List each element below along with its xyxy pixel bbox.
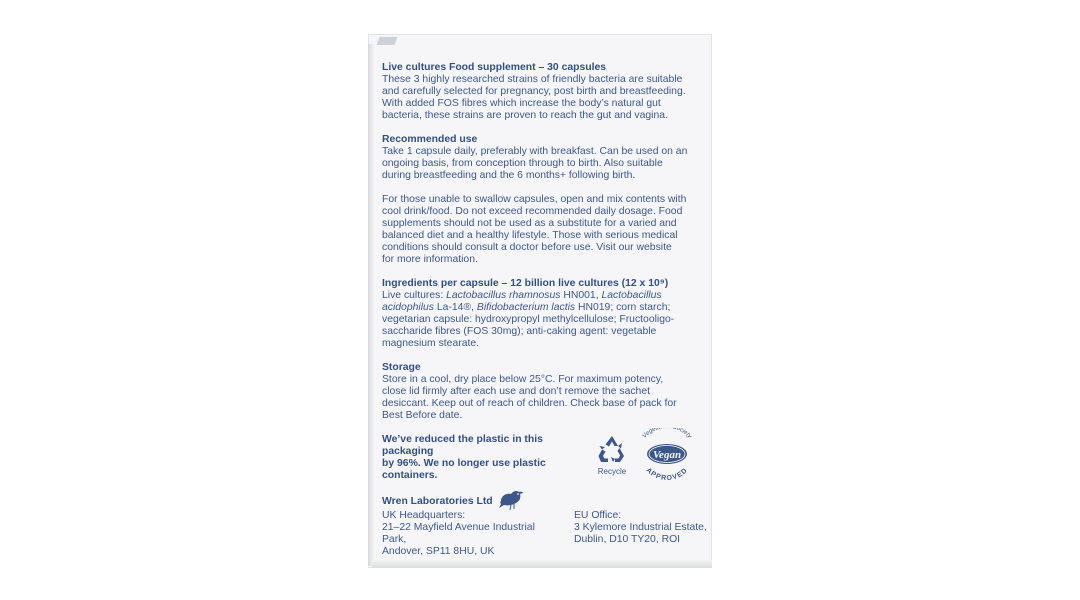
- uk-address-line: 21–22 Mayfield Avenue Industrial Park,: [382, 522, 535, 545]
- svg-text:APPROVED: [645, 467, 690, 480]
- storage-line: close lid firmly after each use and don’t remove the sachet: [382, 386, 650, 397]
- ingredients-title: Ingredients per capsule – 12 billion live cultures (12 x 10⁹): [382, 278, 669, 289]
- caution-line: cool drink/food. Do not exceed recommended daily dosage. Food: [382, 206, 683, 217]
- plastic-line: by 96%. We no longer use plastic containers.: [382, 458, 546, 481]
- ingredients-strain: Bifidobacterium lactis: [476, 302, 576, 313]
- caution-line: supplements should not be used as a substitute for a varied and: [382, 218, 677, 229]
- caution-section: [382, 194, 704, 266]
- svg-text:Vegetarian Society: [642, 428, 693, 440]
- uk-headquarters-address: [382, 510, 562, 558]
- intro-line: bacteria, these strains are proven to reach the gut and vagina.: [382, 110, 668, 121]
- ingredients-text: La-14®,: [434, 302, 477, 313]
- ingredients-strain: acidophilus: [382, 302, 434, 313]
- intro-line: These 3 highly researched strains of friendly bacteria are suitable: [382, 74, 683, 85]
- ingredients-text: HN019; corn starch;: [575, 302, 671, 313]
- recommended-use-section: [382, 134, 704, 182]
- recycle-icon: [596, 434, 628, 464]
- storage-line: desiccant. Keep out of reach of children. Check base of pack for: [382, 398, 677, 409]
- ingredients-line: magnesium stearate.: [382, 338, 480, 349]
- intro-line: With added FOS fibres which increase the body’s natural gut: [382, 98, 661, 109]
- ingredients-line: [382, 290, 704, 302]
- recommended-use-title: Recommended use: [382, 134, 478, 145]
- recycle-label: Recycle: [597, 467, 627, 476]
- vegan-trademark-logo: [634, 428, 700, 480]
- vegan-bottom-text: APPROVED: [644, 466, 690, 480]
- recycle-badge: [595, 434, 629, 478]
- plastic-line: We’ve reduced the plastic in this packaging: [382, 434, 543, 457]
- label-text: [382, 62, 707, 566]
- vegan-word: Vegan: [652, 449, 682, 461]
- storage-line: Best Before date.: [382, 410, 463, 421]
- storage-line: Store in a cool, dry place below 25°C. For maximum potency,: [382, 374, 664, 385]
- intro-title: Live cultures Food supplement – 30 capsules: [382, 62, 607, 73]
- company-name: Wren Laboratories Ltd: [382, 496, 493, 507]
- recommended-use-line: ongoing basis, from conception through to birth. Also suitable: [382, 158, 663, 169]
- ingredients-section: [382, 278, 704, 350]
- caution-line: conditions should consult a doctor before use. Visit our website: [382, 242, 672, 253]
- eu-office-address: [574, 510, 754, 546]
- eu-office-title: EU Office:: [574, 510, 622, 521]
- vegan-approved-badge: [634, 428, 700, 484]
- ingredients-text: Live cultures:: [382, 290, 447, 301]
- ingredients-strain: Lactobacillus: [601, 290, 662, 301]
- storage-section: [382, 362, 704, 422]
- intro-section: [382, 62, 704, 122]
- storage-title: Storage: [382, 362, 421, 373]
- eu-address-line: Dublin, D10 TY20, ROI: [574, 534, 681, 545]
- plastic-reduction-row: [382, 428, 704, 486]
- uk-address-line: Andover, SP11 8HU, UK: [382, 546, 495, 557]
- ingredients-text: HN001,: [560, 290, 602, 301]
- caution-line: For those unable to swallow capsules, open and mix contents with: [382, 194, 687, 205]
- uk-headquarters-title: UK Headquarters:: [382, 510, 466, 521]
- eu-address-line: 3 Kylemore Industrial Estate,: [574, 522, 707, 533]
- ingredients-line: vegetarian capsule: hydroxypropyl methylcellulose; Fructooligo-: [382, 314, 675, 325]
- vegan-top-text: Vegeta ociety: [641, 428, 693, 440]
- recommended-use-line: during breastfeeding and the 6 months+ following birth.: [382, 170, 636, 181]
- ingredients-strain: Lactobacillus rhamnosus: [446, 290, 561, 301]
- caution-line: for more information.: [382, 254, 478, 265]
- plastic-statement: [382, 434, 594, 482]
- box-left-edge: [368, 44, 374, 566]
- ingredients-line: [382, 302, 704, 314]
- intro-line: and carefully selected for pregnancy, post birth and breastfeeding.: [382, 86, 686, 97]
- caution-line: balanced diet and a healthy lifestyle. Those with serious medical: [382, 230, 678, 241]
- box-top-tab: [377, 37, 398, 45]
- ingredients-line: saccharide fibres (FOS 30mg); anti-caking agent: vegetable: [382, 326, 657, 337]
- recommended-use-line: Take 1 capsule daily, preferably with breakfast. Can be used on an: [382, 146, 688, 157]
- company-section: [382, 496, 707, 566]
- wren-bird-icon: [498, 489, 524, 511]
